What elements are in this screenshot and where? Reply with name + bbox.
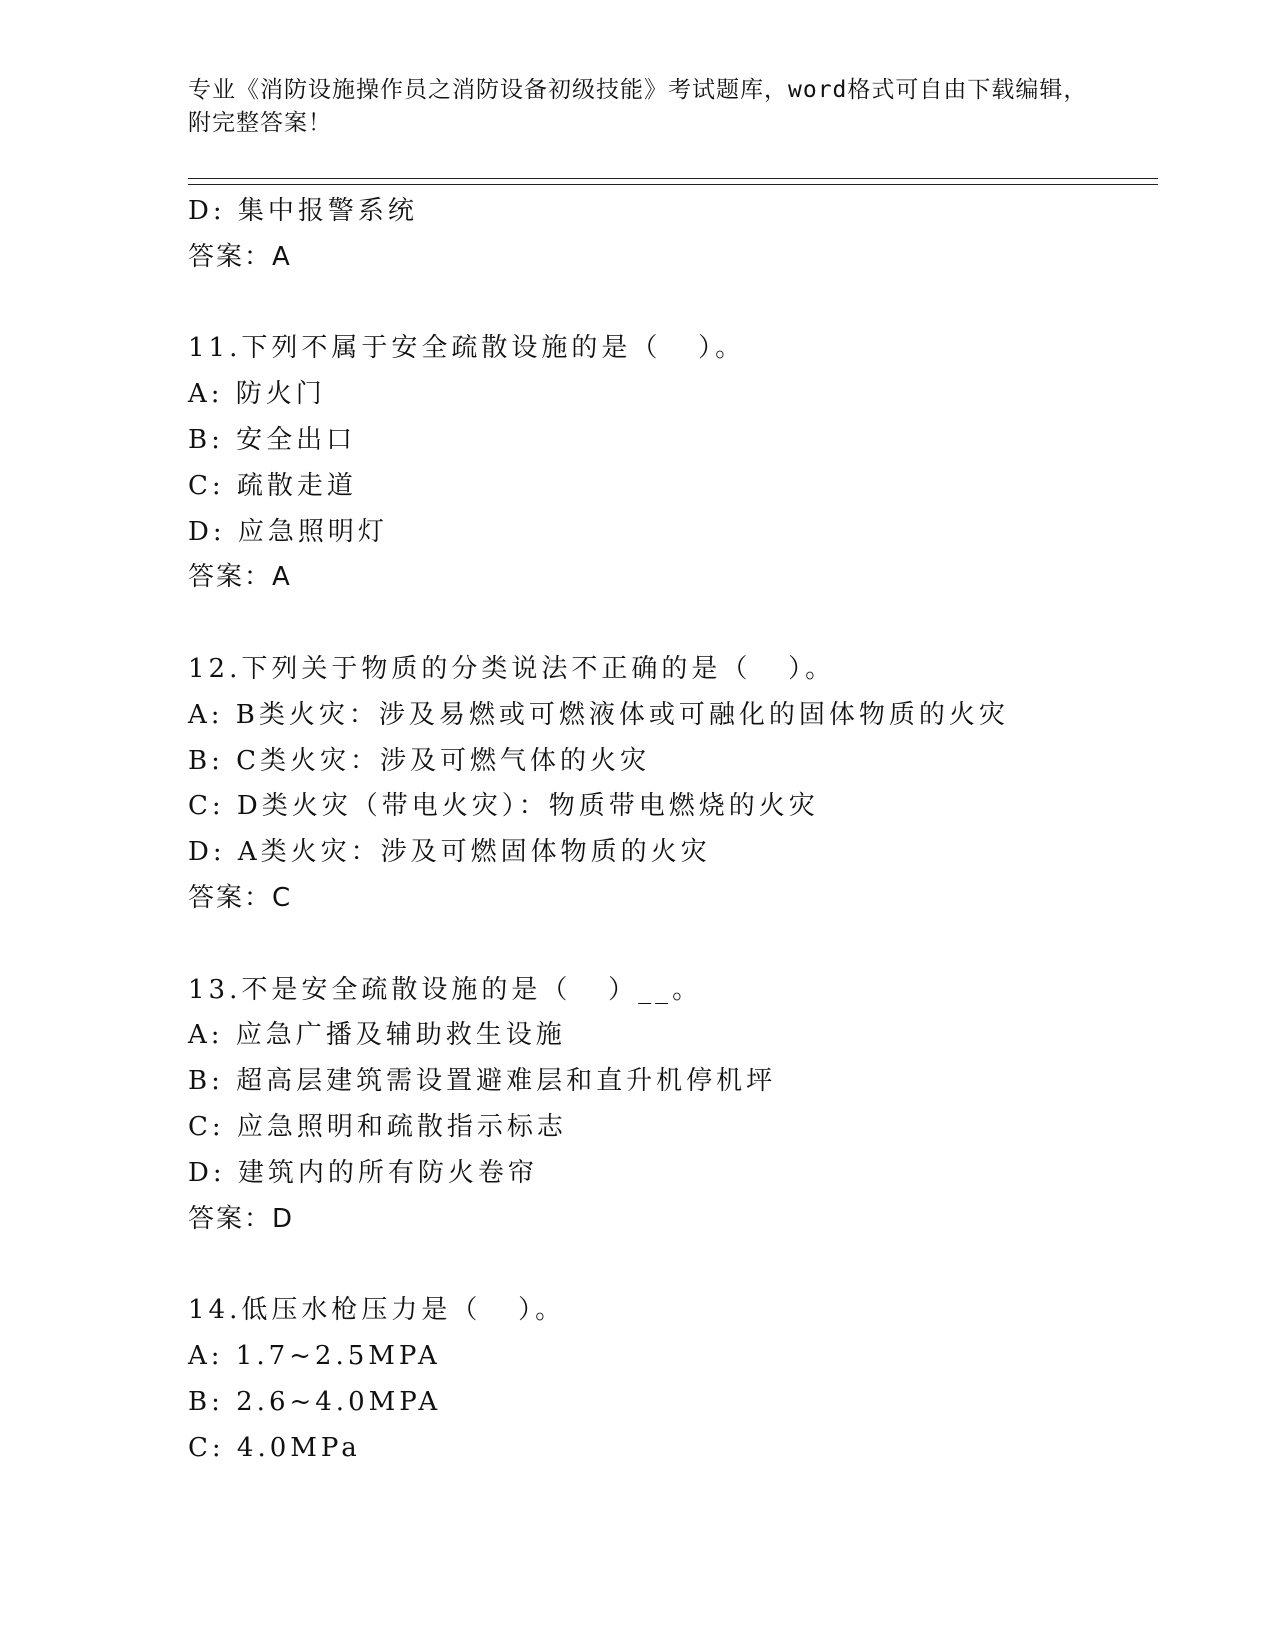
option-b: B: 超高层建筑需设置避难层和直升机停机坪 bbox=[188, 1066, 777, 1097]
option-d: D: 建筑内的所有防火卷帘 bbox=[188, 1157, 538, 1188]
option-a: A: B类火灾：涉及易燃或可燃液体或可融化的固体物质的火灾 bbox=[188, 699, 1009, 730]
spacer bbox=[188, 281, 1168, 327]
option-a: A: 应急广播及辅助救生设施 bbox=[188, 1020, 566, 1051]
answer-line: 答案：D bbox=[188, 1203, 295, 1234]
option-d: D: 应急照明灯 bbox=[188, 516, 388, 547]
answer-line: 答案：A bbox=[188, 241, 292, 272]
answer-line: 答案：A bbox=[188, 562, 292, 593]
spacer bbox=[188, 922, 1168, 968]
answer-line: 答案：C bbox=[188, 882, 293, 913]
option-d: D: A类火灾：涉及可燃固体物质的火灾 bbox=[188, 837, 711, 868]
option-b: B: C类火灾：涉及可燃气体的火灾 bbox=[188, 745, 651, 776]
question-block bbox=[188, 326, 1168, 601]
question-block bbox=[188, 647, 1168, 922]
spacer bbox=[188, 601, 1168, 647]
question-block bbox=[188, 968, 1168, 1243]
question-list bbox=[188, 189, 1168, 1471]
header-rule-top bbox=[188, 178, 1158, 179]
option-b: B: 安全出口 bbox=[188, 424, 357, 455]
question-stem: 14.低压水枪压力是（ ）。 bbox=[188, 1295, 566, 1326]
question-stem: 12.下列关于物质的分类说法不正确的是（ ）。 bbox=[188, 653, 836, 684]
option-c: C: 4.0MPa bbox=[188, 1432, 361, 1463]
question-stem: 13.不是安全疏散设施的是（ ）__。 bbox=[188, 974, 703, 1005]
option-a: A: 防火门 bbox=[188, 379, 326, 410]
question-stem: 11.下列不属于安全疏散设施的是（ ）。 bbox=[188, 333, 746, 364]
option-c: C: D类火灾（带电火灾）：物质带电燃烧的火灾 bbox=[188, 791, 819, 822]
option-c: C: 疏散走道 bbox=[188, 470, 357, 501]
option-a: A: 1.7~2.5MPA bbox=[188, 1340, 441, 1371]
question-block bbox=[188, 1288, 1168, 1471]
option-b: B: 2.6~4.0MPA bbox=[188, 1386, 442, 1417]
header-rule-bottom bbox=[188, 184, 1158, 185]
spacer bbox=[188, 1242, 1168, 1288]
page-header: 专业《消防设施操作员之消防设备初级技能》考试题库，word格式可自由下载编辑，附完整答案！ bbox=[188, 77, 1088, 136]
option-c: C: 应急照明和疏散指示标志 bbox=[188, 1111, 567, 1142]
option-d: D: 集中报警系统 bbox=[188, 196, 418, 226]
